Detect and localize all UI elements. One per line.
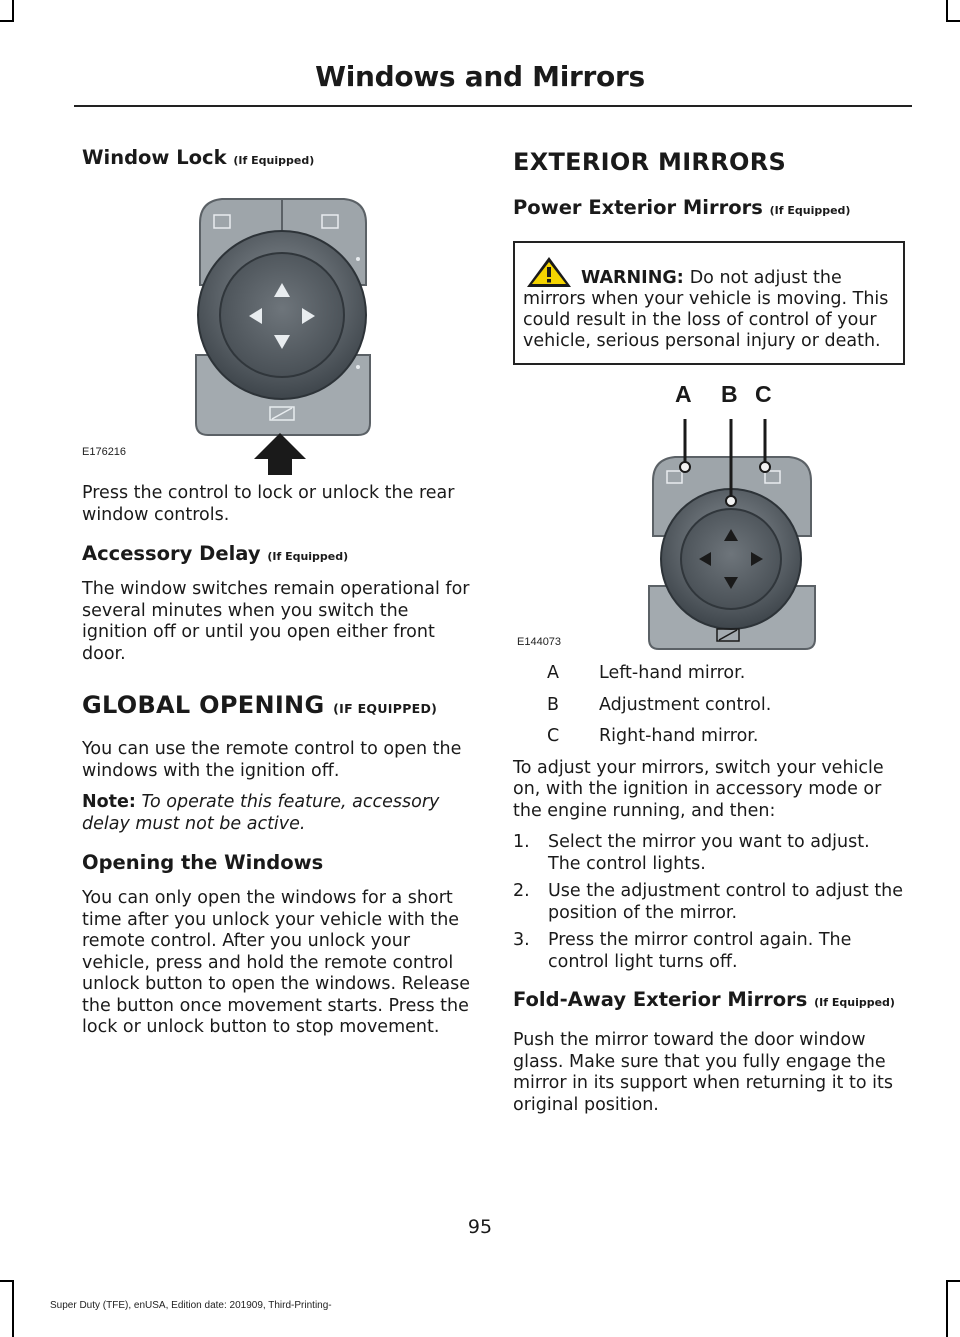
window-lock-figure	[82, 155, 474, 475]
mirror-control-illustration	[513, 381, 905, 651]
page-header-title: Windows and Mirrors	[315, 60, 645, 93]
exterior-mirrors-heading: EXTERIOR MIRRORS	[513, 148, 787, 176]
right-column	[513, 140, 905, 1116]
warning-triangle-icon	[525, 255, 573, 289]
warning-text: mirrors when your vehicle is moving. This could result in the loss of control of your vehicle, serious personal injury or death.	[523, 289, 889, 351]
warning-label: WARNING:	[581, 268, 684, 288]
callout-label-a: A	[675, 381, 692, 407]
legend-row: C Right-hand mirror.	[547, 726, 759, 746]
accessory-delay-text: The window switches remain operational for several minutes when you switch the ignition off or until you open either front door.	[82, 579, 470, 664]
window-lock-control-illustration	[82, 155, 474, 475]
list-item: 2. Use the adjustment control to adjust the position of the mirror.	[513, 881, 904, 923]
opening-windows-heading: Opening the Windows	[82, 851, 324, 874]
figure-code: E144073	[517, 636, 562, 648]
list-item: 3. Press the mirror control again. The control light turns off.	[513, 930, 852, 972]
legend-row: B Adjustment control.	[547, 694, 772, 715]
fold-away-heading: Fold-Away Exterior Mirrors (If Equipped)	[513, 988, 895, 1011]
window-lock-heading: Window Lock (If Equipped)	[82, 146, 315, 169]
figure-legend	[513, 663, 905, 748]
crop-mark	[0, 20, 14, 22]
left-column	[82, 140, 474, 1039]
warning-box	[513, 241, 905, 365]
callout-label-b: B	[721, 381, 738, 407]
crop-mark	[946, 0, 948, 22]
crop-mark	[12, 0, 14, 22]
callout-label-c: C	[755, 381, 772, 407]
fold-away-text: Push the mirror toward the door window glass. Make sure that you fully engage the mirror in its support when returning it to its original position.	[513, 1030, 893, 1115]
global-opening-heading: GLOBAL OPENING (IF EQUIPPED)	[82, 691, 438, 719]
warning-first-line	[523, 255, 895, 289]
crop-mark	[0, 1280, 14, 1282]
mirror-control-figure	[513, 381, 905, 651]
page-number: 95	[467, 1216, 493, 1238]
crop-mark	[12, 1280, 14, 1337]
warning-text-first: Do not adjust the	[689, 268, 842, 288]
header-rule	[74, 105, 912, 107]
adjust-steps-list	[513, 832, 905, 973]
window-lock-text: Press the control to lock or unlock the rear window controls.	[82, 483, 455, 525]
power-mirrors-heading: Power Exterior Mirrors (If Equipped)	[513, 196, 851, 219]
crop-mark	[946, 1280, 960, 1282]
global-opening-text: You can use the remote control to open the windows with the ignition off.	[82, 739, 462, 781]
global-opening-note: Note: To operate this feature, accessory delay must not be active.	[82, 792, 440, 834]
figure-code: E176216	[82, 446, 127, 458]
accessory-delay-heading: Accessory Delay (If Equipped)	[82, 542, 349, 565]
crop-mark	[946, 20, 960, 22]
list-item: 1. Select the mirror you want to adjust. The control lights.	[513, 832, 870, 874]
crop-mark	[946, 1280, 948, 1337]
legend-row: A Left-hand mirror.	[547, 663, 746, 683]
adjust-intro-text: To adjust your mirrors, switch your vehicle on, with the ignition in accessory mode or the engine running, and then:	[513, 757, 884, 821]
edition-info: Super Duty (TFE), enUSA, Edition date: 201909, Third-Printing-	[50, 1300, 332, 1311]
opening-windows-text: You can only open the windows for a short time after you unlock your vehicle with the remote control. After you unlock your vehicle, press and hold the remote control unlock button to open the windows. Release the button once movement starts. Press the lock or unlock button to stop movement.	[82, 888, 471, 1037]
